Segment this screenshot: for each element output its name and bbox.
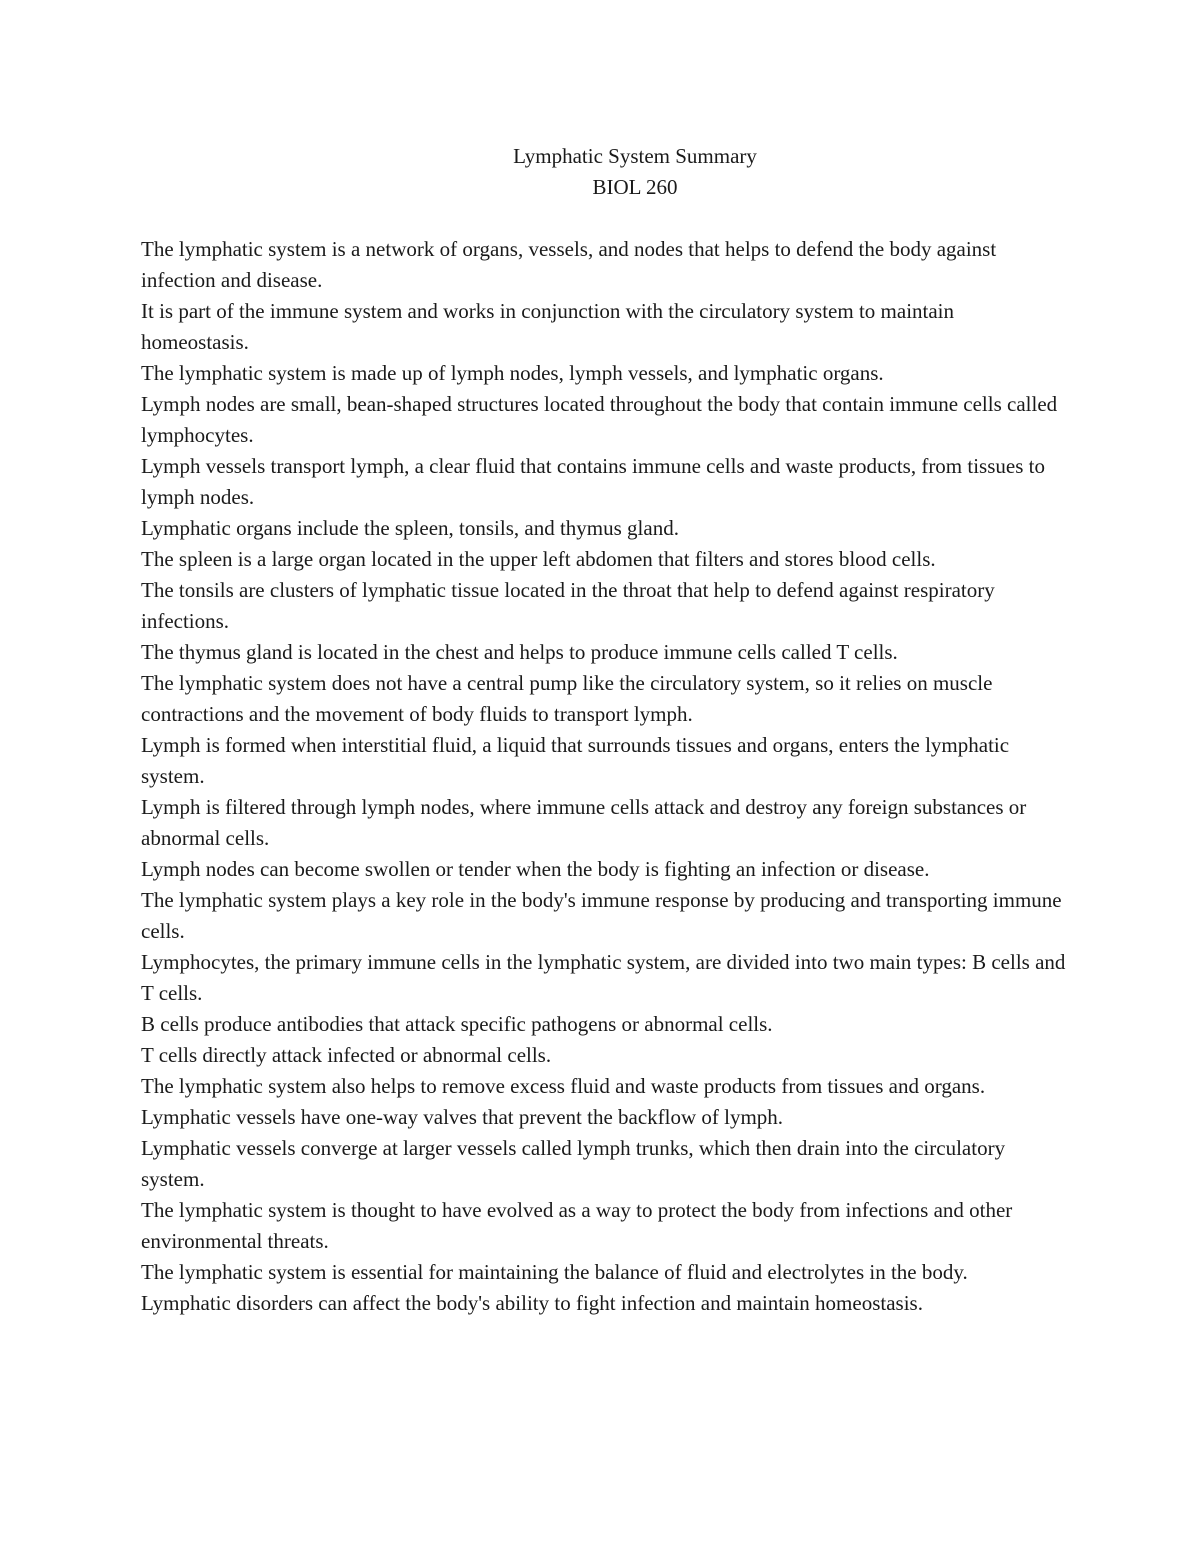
paragraph: The lymphatic system is thought to have evolved as a way to protect the body from infections and other environmental threats. xyxy=(141,1198,1013,1253)
paragraph: The lymphatic system also helps to remove excess fluid and waste products from tissues and organs. xyxy=(141,1074,986,1098)
paragraph: The thymus gland is located in the chest and helps to produce immune cells called T cells. xyxy=(141,640,898,664)
paragraph: B cells produce antibodies that attack specific pathogens or abnormal cells. xyxy=(141,1012,773,1036)
paragraph: The lymphatic system is essential for maintaining the balance of fluid and electrolytes in the body. xyxy=(141,1260,968,1284)
title-block xyxy=(0,141,1200,203)
paragraph: Lymph vessels transport lymph, a clear fluid that contains immune cells and waste products, from tissues to lymph nodes. xyxy=(141,454,1045,509)
body-text xyxy=(141,234,1066,1319)
paragraph: Lymph nodes are small, bean-shaped structures located throughout the body that contain immune cells called lymphocytes. xyxy=(141,392,1058,447)
paragraph: The lymphatic system plays a key role in the body's immune response by producing and transporting immune cells. xyxy=(141,888,1062,943)
course-code: BIOL 260 xyxy=(592,175,678,199)
paragraph: The tonsils are clusters of lymphatic tissue located in the throat that help to defend against respiratory infections. xyxy=(141,578,995,633)
paragraph: Lymph is formed when interstitial fluid, a liquid that surrounds tissues and organs, enters the lymphatic system. xyxy=(141,733,1010,788)
paragraph: Lymphatic vessels have one-way valves that prevent the backflow of lymph. xyxy=(141,1105,784,1129)
paragraph: It is part of the immune system and works in conjunction with the circulatory system to maintain homeostasis. xyxy=(141,299,955,354)
paragraph: T cells directly attack infected or abnormal cells. xyxy=(141,1043,552,1067)
paragraph: Lymphatic vessels converge at larger vessels called lymph trunks, which then drain into the circulatory system. xyxy=(141,1136,1006,1191)
paragraph: The lymphatic system does not have a central pump like the circulatory system, so it relies on muscle contractions and the movement of body fluids to transport lymph. xyxy=(141,671,993,726)
paragraph: The lymphatic system is a network of organs, vessels, and nodes that helps to defend the body against infection and disease. xyxy=(141,237,997,292)
paragraph: Lymphocytes, the primary immune cells in the lymphatic system, are divided into two main types: B cells and T cells. xyxy=(141,950,1066,1005)
paragraph: Lymphatic disorders can affect the body's ability to fight infection and maintain homeostasis. xyxy=(141,1291,923,1315)
paragraph: Lymph nodes can become swollen or tender when the body is fighting an infection or disease. xyxy=(141,857,930,881)
document-title: Lymphatic System Summary xyxy=(513,144,757,168)
paragraph: The lymphatic system is made up of lymph nodes, lymph vessels, and lymphatic organs. xyxy=(141,361,884,385)
paragraph: Lymph is filtered through lymph nodes, where immune cells attack and destroy any foreign substances or abnormal cells. xyxy=(141,795,1027,850)
paragraph: Lymphatic organs include the spleen, tonsils, and thymus gland. xyxy=(141,516,679,540)
paragraph: The spleen is a large organ located in the upper left abdomen that filters and stores blood cells. xyxy=(141,547,936,571)
